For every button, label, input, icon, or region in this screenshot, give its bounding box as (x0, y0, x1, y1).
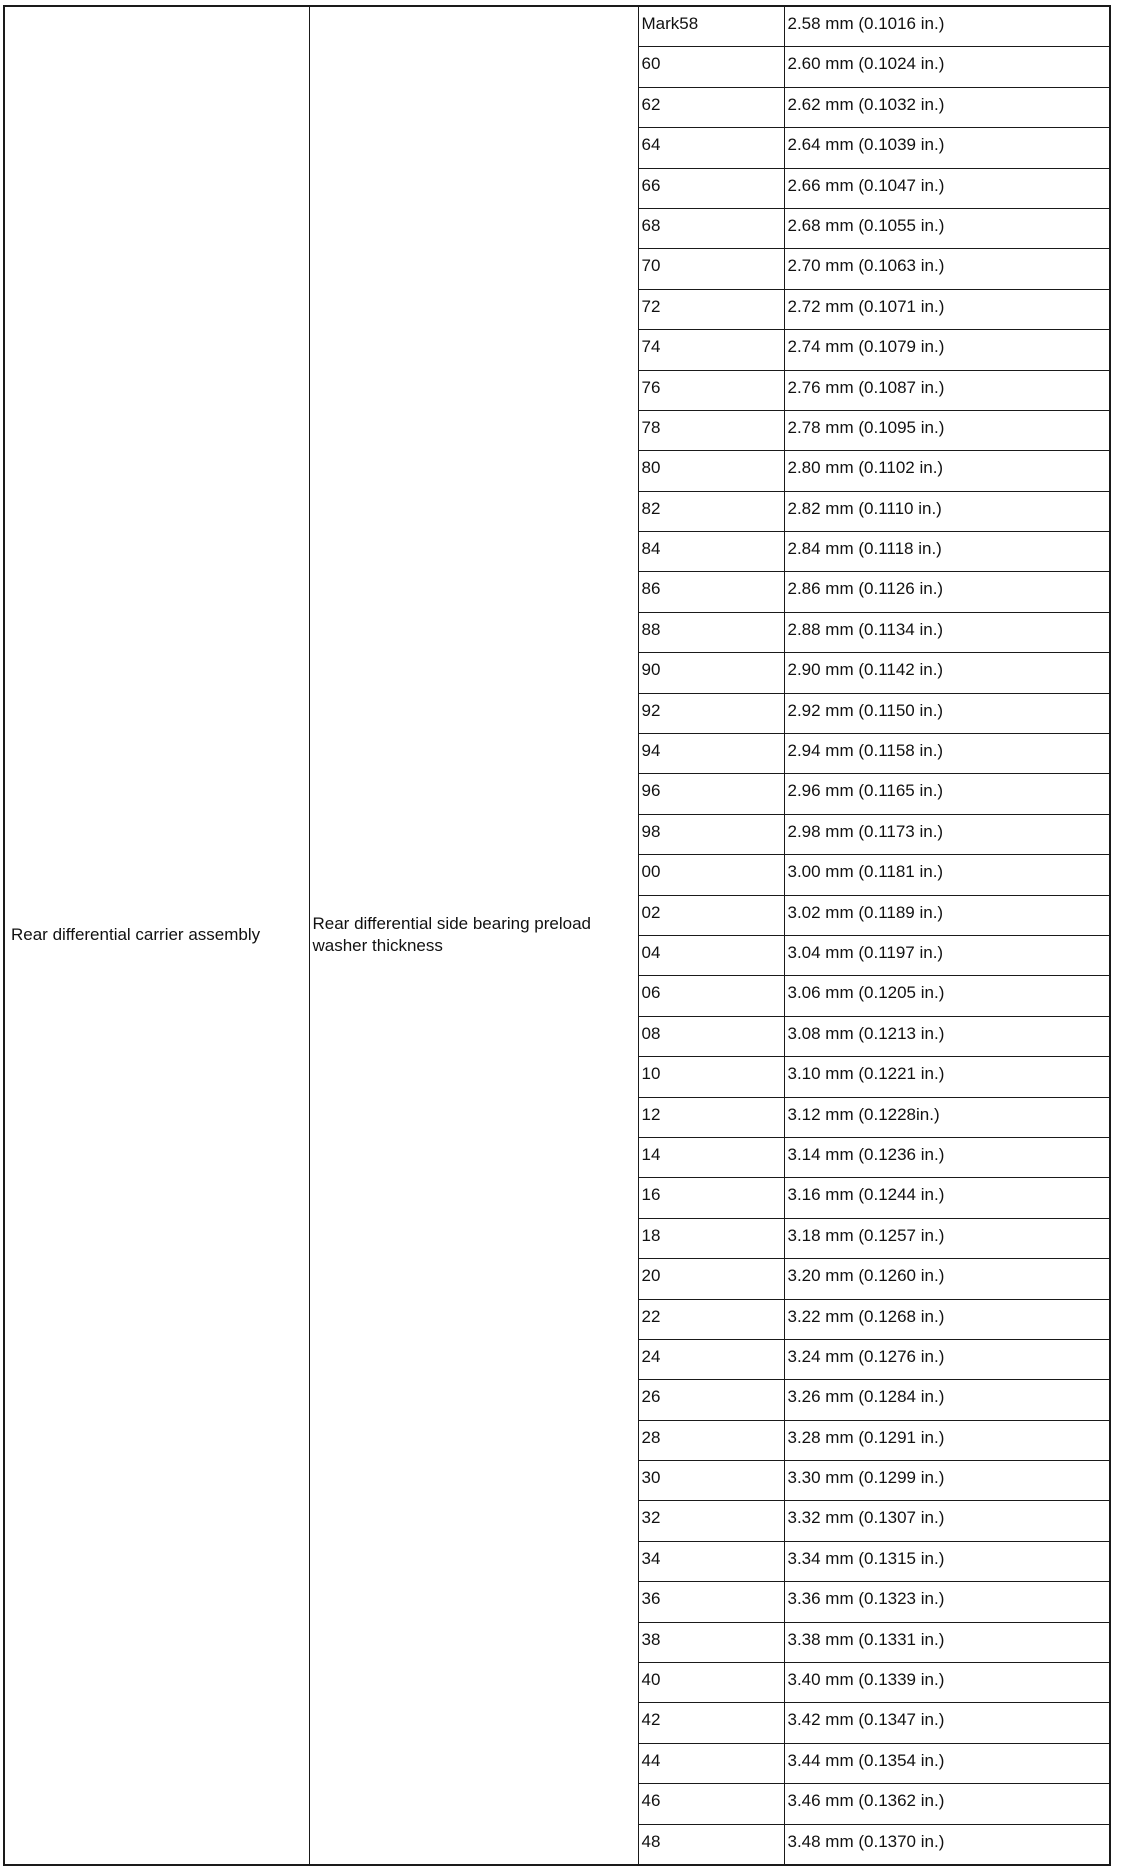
mark-cell (638, 1784, 784, 1824)
mark-value: 64 (641, 135, 661, 155)
thickness-value: 2.82 mm (0.1110 in.) (787, 498, 942, 518)
thickness-cell (784, 491, 1110, 531)
thickness-value: 2.86 mm (0.1126 in.) (787, 579, 944, 599)
thickness-cell (784, 612, 1110, 652)
mark-value: 26 (641, 1387, 661, 1407)
mark-value: 22 (641, 1306, 661, 1326)
mark-cell (638, 410, 784, 450)
mark-value: 40 (641, 1670, 661, 1690)
mark-value: 10 (641, 1064, 661, 1084)
thickness-cell (784, 410, 1110, 450)
thickness-cell (784, 168, 1110, 208)
mark-cell (638, 249, 784, 289)
mark-cell (638, 168, 784, 208)
mark-value: 34 (641, 1548, 661, 1568)
thickness-value: 3.02 mm (0.1189 in.) (787, 902, 944, 922)
specification-table-body (4, 6, 1110, 1865)
thickness-cell (784, 1299, 1110, 1339)
thickness-value: 3.16 mm (0.1244 in.) (787, 1185, 945, 1205)
mark-value: 14 (641, 1144, 661, 1164)
mark-cell (638, 653, 784, 693)
mark-cell (638, 451, 784, 491)
thickness-cell (784, 1057, 1110, 1097)
mark-cell (638, 289, 784, 329)
thickness-cell (784, 1743, 1110, 1783)
mark-cell (638, 1743, 784, 1783)
mark-cell (638, 208, 784, 248)
mark-cell (638, 1703, 784, 1743)
mark-cell (638, 855, 784, 895)
mark-cell (638, 935, 784, 975)
thickness-value: 2.80 mm (0.1102 in.) (787, 458, 944, 478)
mark-value: 78 (641, 417, 661, 437)
thickness-cell (784, 1824, 1110, 1865)
thickness-cell (784, 774, 1110, 814)
mark-cell (638, 370, 784, 410)
thickness-cell (784, 87, 1110, 127)
thickness-value: 3.04 mm (0.1197 in.) (787, 942, 944, 962)
thickness-value: 2.66 mm (0.1047 in.) (787, 175, 945, 195)
thickness-cell (784, 1097, 1110, 1137)
thickness-value: 2.92 mm (0.1150 in.) (787, 700, 944, 720)
mark-cell (638, 532, 784, 572)
mark-value: 96 (641, 781, 661, 801)
thickness-value: 3.44 mm (0.1354 in.) (787, 1750, 945, 1770)
mark-cell (638, 1339, 784, 1379)
thickness-value: 3.30 mm (0.1299 in.) (787, 1468, 945, 1488)
thickness-cell (784, 1137, 1110, 1177)
mark-cell (638, 1259, 784, 1299)
thickness-value: 3.42 mm (0.1347 in.) (787, 1710, 945, 1730)
mark-value: 80 (641, 458, 661, 478)
mark-value: 88 (641, 619, 661, 639)
thickness-cell (784, 370, 1110, 410)
thickness-cell (784, 1703, 1110, 1743)
mark-cell (638, 1420, 784, 1460)
mark-value: 48 (641, 1831, 661, 1851)
thickness-value: 2.72 mm (0.1071 in.) (787, 296, 945, 316)
thickness-cell (784, 895, 1110, 935)
table-row (4, 6, 1110, 47)
mark-value: 46 (641, 1791, 661, 1811)
mark-value: 18 (641, 1225, 661, 1245)
mark-value: 36 (641, 1589, 661, 1609)
mark-value: 86 (641, 579, 661, 599)
thickness-cell (784, 1420, 1110, 1460)
mark-value: 42 (641, 1710, 661, 1730)
mark-cell (638, 1178, 784, 1218)
thickness-value: 3.36 mm (0.1323 in.) (787, 1589, 945, 1609)
mark-value: 60 (641, 54, 661, 74)
mark-cell (638, 1016, 784, 1056)
thickness-value: 2.88 mm (0.1134 in.) (787, 619, 944, 639)
mark-cell (638, 814, 784, 854)
mark-cell (638, 6, 784, 47)
mark-value: 08 (641, 1023, 661, 1043)
mark-cell (638, 1501, 784, 1541)
mark-value: 24 (641, 1346, 661, 1366)
mark-value: 30 (641, 1468, 661, 1488)
thickness-value: 3.34 mm (0.1315 in.) (787, 1548, 945, 1568)
thickness-value: 3.32 mm (0.1307 in.) (787, 1508, 945, 1528)
thickness-cell (784, 6, 1110, 47)
mark-cell (638, 1057, 784, 1097)
mark-value: 72 (641, 296, 661, 316)
mark-cell (638, 774, 784, 814)
thickness-cell (784, 1016, 1110, 1056)
thickness-value: 2.78 mm (0.1095 in.) (787, 417, 945, 437)
thickness-cell (784, 1541, 1110, 1581)
thickness-value: 3.46 mm (0.1362 in.) (787, 1791, 945, 1811)
thickness-value: 2.64 mm (0.1039 in.) (787, 135, 945, 155)
mark-value: 66 (641, 175, 661, 195)
mark-cell (638, 1622, 784, 1662)
mark-value: 76 (641, 377, 661, 397)
mark-value: 92 (641, 700, 661, 720)
thickness-cell (784, 1622, 1110, 1662)
thickness-cell (784, 1339, 1110, 1379)
mark-cell (638, 1824, 784, 1865)
mark-value: 74 (641, 337, 661, 357)
mark-cell (638, 1218, 784, 1258)
mark-value: 38 (641, 1629, 661, 1649)
specification-table (3, 5, 1111, 1866)
thickness-cell (784, 451, 1110, 491)
mark-cell (638, 1461, 784, 1501)
mark-value: 90 (641, 660, 661, 680)
thickness-value: 2.76 mm (0.1087 in.) (787, 377, 945, 397)
thickness-cell (784, 1784, 1110, 1824)
thickness-cell (784, 330, 1110, 370)
mark-cell (638, 330, 784, 370)
thickness-value: 2.84 mm (0.1118 in.) (787, 539, 942, 559)
thickness-cell (784, 693, 1110, 733)
mark-cell (638, 612, 784, 652)
mark-value: 68 (641, 215, 661, 235)
mark-value: 62 (641, 94, 661, 114)
thickness-value: 2.70 mm (0.1063 in.) (787, 256, 945, 276)
thickness-value: 3.26 mm (0.1284 in.) (787, 1387, 945, 1407)
mark-value: 32 (641, 1508, 661, 1528)
mark-cell (638, 1380, 784, 1420)
thickness-cell (784, 47, 1110, 87)
thickness-value: 2.62 mm (0.1032 in.) (787, 94, 945, 114)
thickness-cell (784, 208, 1110, 248)
thickness-cell (784, 1461, 1110, 1501)
thickness-cell (784, 128, 1110, 168)
thickness-cell (784, 814, 1110, 854)
thickness-value: 3.48 mm (0.1370 in.) (787, 1831, 945, 1851)
item-name-cell: Rear differential side bearing preload washer thickness (309, 6, 638, 1865)
thickness-cell (784, 572, 1110, 612)
mark-value: 20 (641, 1266, 661, 1286)
thickness-cell (784, 653, 1110, 693)
thickness-value: 3.24 mm (0.1276 in.) (787, 1346, 945, 1366)
thickness-value: 2.94 mm (0.1158 in.) (787, 741, 944, 761)
thickness-value: 2.60 mm (0.1024 in.) (787, 54, 945, 74)
mark-cell (638, 1582, 784, 1622)
thickness-value: 3.22 mm (0.1268 in.) (787, 1306, 945, 1326)
mark-cell (638, 1299, 784, 1339)
thickness-cell (784, 734, 1110, 774)
thickness-value: 3.06 mm (0.1205 in.) (787, 983, 945, 1003)
mark-value: 16 (641, 1185, 661, 1205)
thickness-cell (784, 289, 1110, 329)
thickness-value: 2.58 mm (0.1016 in.) (787, 14, 945, 33)
mark-cell (638, 734, 784, 774)
thickness-cell (784, 1178, 1110, 1218)
mark-cell (638, 128, 784, 168)
mark-value: 98 (641, 821, 661, 841)
thickness-cell (784, 1218, 1110, 1258)
mark-cell (638, 1137, 784, 1177)
thickness-cell (784, 1582, 1110, 1622)
mark-value: Mark58 (641, 14, 699, 33)
mark-value: 28 (641, 1427, 661, 1447)
thickness-cell (784, 1380, 1110, 1420)
thickness-value: 2.74 mm (0.1079 in.) (787, 337, 945, 357)
thickness-value: 2.98 mm (0.1173 in.) (787, 821, 944, 841)
mark-cell (638, 1097, 784, 1137)
thickness-value: 3.40 mm (0.1339 in.) (787, 1670, 945, 1690)
thickness-value: 2.68 mm (0.1055 in.) (787, 215, 945, 235)
mark-cell (638, 1663, 784, 1703)
thickness-cell (784, 1259, 1110, 1299)
assembly-name-cell: Rear differential carrier assembly (4, 6, 309, 1865)
thickness-cell (784, 249, 1110, 289)
mark-cell (638, 895, 784, 935)
thickness-cell (784, 976, 1110, 1016)
mark-cell (638, 572, 784, 612)
mark-cell (638, 47, 784, 87)
mark-value: 12 (641, 1104, 661, 1124)
thickness-value: 2.90 mm (0.1142 in.) (787, 660, 944, 680)
mark-cell (638, 976, 784, 1016)
thickness-value: 3.28 mm (0.1291 in.) (787, 1427, 945, 1447)
mark-cell (638, 87, 784, 127)
thickness-value: 3.20 mm (0.1260 in.) (787, 1266, 945, 1286)
mark-value: 04 (641, 942, 661, 962)
mark-value: 02 (641, 902, 661, 922)
thickness-value: 3.10 mm (0.1221 in.) (787, 1064, 945, 1084)
thickness-value: 3.18 mm (0.1257 in.) (787, 1225, 945, 1245)
thickness-value: 3.12 mm (0.1228in.) (787, 1104, 940, 1124)
mark-value: 82 (641, 498, 661, 518)
mark-cell (638, 693, 784, 733)
mark-value: 84 (641, 539, 661, 559)
thickness-value: 3.00 mm (0.1181 in.) (787, 862, 944, 882)
mark-value: 00 (641, 862, 661, 882)
mark-value: 70 (641, 256, 661, 276)
thickness-value: 3.14 mm (0.1236 in.) (787, 1144, 945, 1164)
mark-value: 94 (641, 741, 661, 761)
thickness-cell (784, 855, 1110, 895)
mark-cell (638, 491, 784, 531)
mark-value: 06 (641, 983, 661, 1003)
thickness-cell (784, 1663, 1110, 1703)
thickness-cell (784, 935, 1110, 975)
thickness-cell (784, 1501, 1110, 1541)
thickness-value: 2.96 mm (0.1165 in.) (787, 781, 944, 801)
mark-value: 44 (641, 1750, 661, 1770)
thickness-value: 3.08 mm (0.1213 in.) (787, 1023, 945, 1043)
mark-cell (638, 1541, 784, 1581)
thickness-cell (784, 532, 1110, 572)
thickness-value: 3.38 mm (0.1331 in.) (787, 1629, 945, 1649)
